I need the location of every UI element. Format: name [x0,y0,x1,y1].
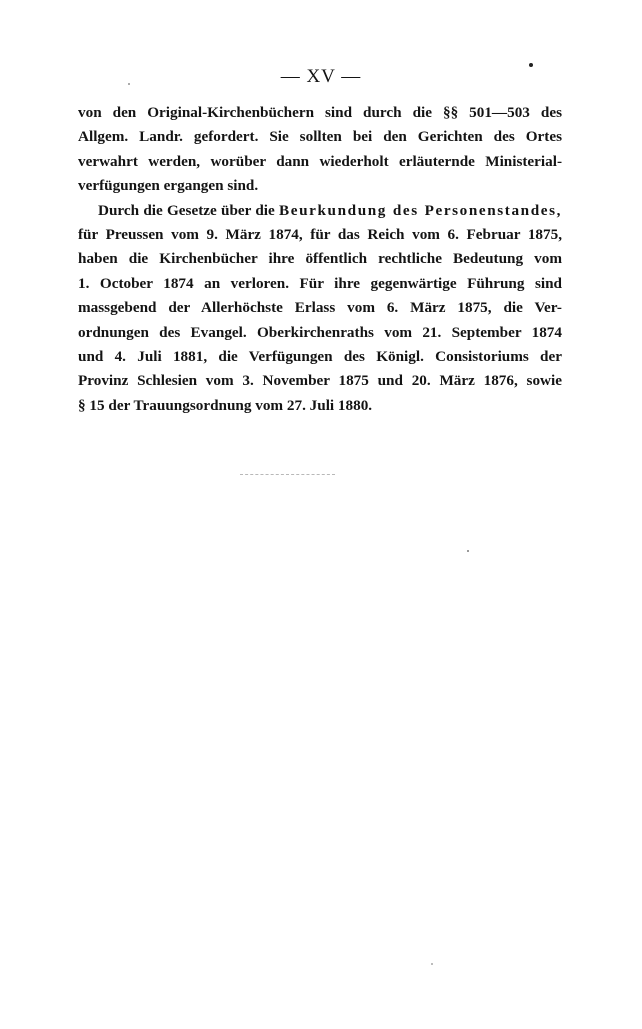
section-end-rule [240,474,335,477]
text-line: und 4. Juli 1881, die Verfügungen des Königl. Consistoriums der [78,347,562,365]
page-body [78,101,562,418]
scan-speck [467,550,469,552]
text-line: verwahrt werden, worüber dann wiederholt erläuternde Ministerial- [78,152,562,170]
text-line: haben die Kirchenbücher ihre öffentlich rechtliche Bedeutung vom [78,250,562,268]
text-line: 1. October 1874 an verloren. Für ihre gegenwärtige Führung sind [78,274,562,292]
scan-speck [128,83,130,85]
text-line: Allgem. Landr. gefordert. Sie sollten bei den Gerichten des Ortes [78,128,562,146]
text-line: § 15 der Trauungsordnung vom 27. Juli 1880. [78,396,373,414]
text-line [78,199,562,223]
scan-speck [529,63,533,67]
paragraph-1 [78,101,562,199]
text-segment: Durch die Gesetze über die [98,201,280,219]
text-line: verfügungen ergangen sind. [78,177,259,195]
paragraph-2 [78,199,562,419]
text-line: Provinz Schlesien vom 3. November 1875 und 20. März 1876, sowie [78,372,562,390]
text-line: ordnungen des Evangel. Oberkirchenraths vom 21. September 1874 [78,323,562,341]
text-line: für Preussen vom 9. März 1874, für das Reich vom 6. Februar 1875, [78,225,562,243]
text-line: von den Original-Kirchenbüchern sind durch die §§ 501—503 des [78,104,562,121]
emphasized-text: Beurkundung des Personenstandes, [279,201,562,219]
text-line: massgebend der Allerhöchste Erlass vom 6. März 1875, die Ver- [78,299,562,317]
scan-speck [431,963,433,965]
page-number-header: — XV — [280,66,362,87]
